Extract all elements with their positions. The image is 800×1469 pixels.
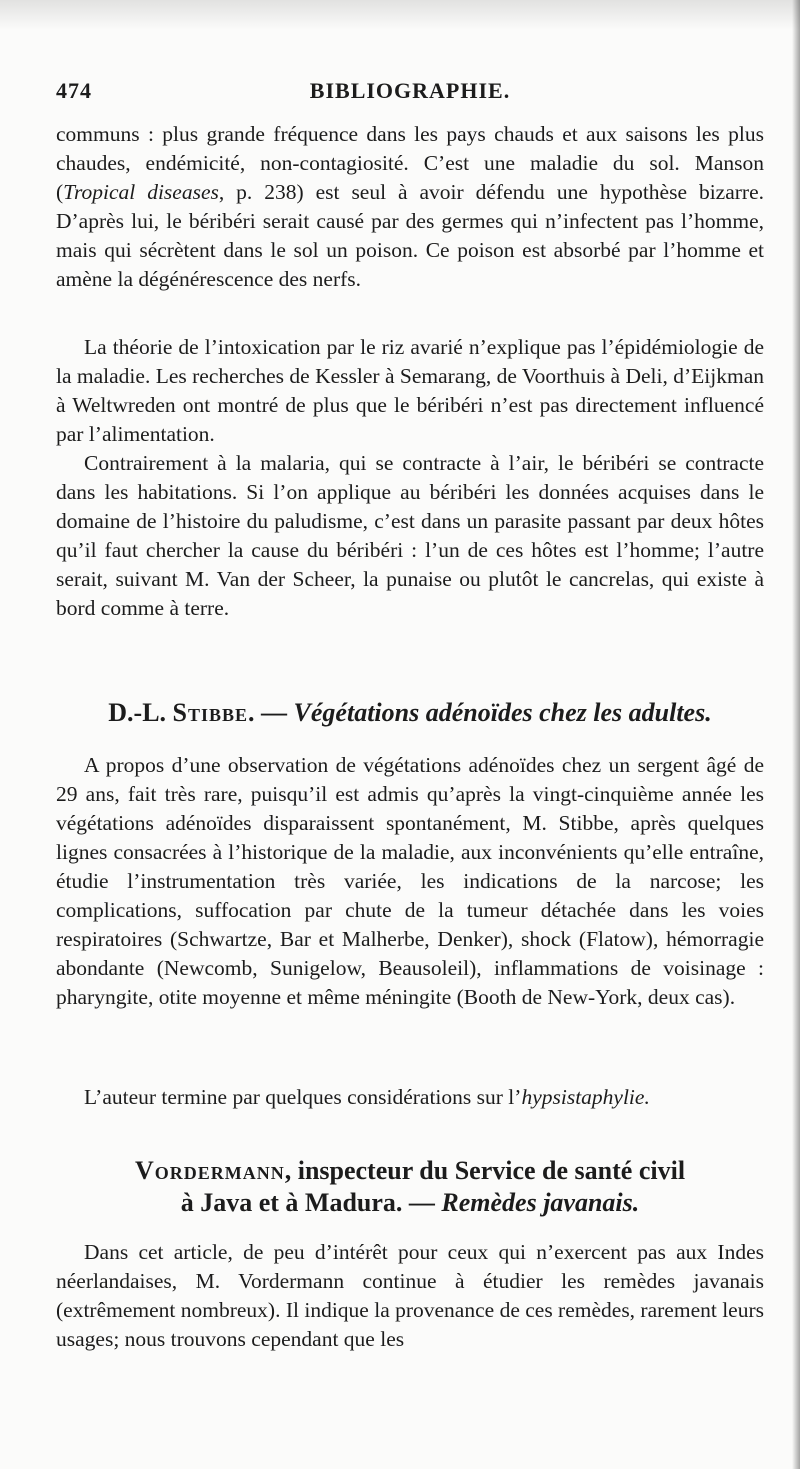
scan-top-shadow [0,0,800,30]
paragraph-malaria-comparison: Contrairement à la malaria, qui se contracte à l’air, le béribéri se contracte dans les habitations. Si l’on applique au béribéri les données acquises dans le domaine de l’histoire du paludisme, c’est dans un parasite passant par deux hôtes qu’il faut chercher la cause du béribéri : l’un de ces hôtes est l’homme; l’autre serait, suivant M. Van der Scheer, la punaise ou plutôt le cancrelas, qui existe à bord comme à terre. [56,451,764,620]
author-initials: D.-L. [108,698,167,727]
paragraph-text: , p. 238) est seul à avoir défendu une hypothèse bizarre. D’après lui, le béribéri serait causé par des germes qui n’infectent pas l’homme, mais qui sécrètent dans le sol un poison. Ce poison est absorbé par l’homme et amène la dégénérescence des nerfs. [56,180,764,291]
paragraph-text: L’auteur termine par quelques considérations sur l’ [84,1085,522,1109]
heading-text: à Java et à Madura. — [180,1188,442,1217]
citation-title: Tropical diseases [63,180,219,204]
paragraph-text: communs : plus grande fréquence dans les pays chauds et aux saisons les plus chaudes, endémicité, non-contagiosité. C’est une maladie du sol. Manson ( [56,122,764,204]
page-number: 474 [56,78,92,103]
italic-term: hypsistaphylie. [521,1085,650,1109]
paragraph-beriberi-causes [56,120,764,294]
author-name: Vordermann [134,1156,285,1185]
section-heading-stibbe [56,697,764,729]
heading-text: , inspecteur du Service de santé civil [284,1156,686,1185]
paragraph-adenoid-observation: A propos d’une observation de végétations adénoïdes chez un sergent âgé de 29 ans, fait très rare, puisqu’il est admis qu’après la vingt-cinquième année les végétations adénoïdes disparaissent spontanément, M. Stibbe, après quelques lignes consacrées à l’historique de la maladie, aux inconvénients qu’elle entraîne, étudie l’instrumentation très variée, les indications de la narcose; les complications, suffocation par chute de la tumeur détachée dans les voies respiratoires (Schwartze, Bar et Malherbe, Denker), shock (Flatow), hémorragie abondante (Newcomb, Sunigelow, Beausoleil), inflammations de voisinage : pharyngite, otite moyenne et même méningite (Booth de New-York, deux cas). [56,753,764,1009]
paragraph-author-conclusion [56,1083,764,1112]
paragraph-javanese-remedies: Dans cet article, de peu d’intérêt pour ceux qui n’exercent pas aux Indes néerlandaises, M. Vordermann continue à étudier les remèdes javanais (extrêmement nombreux). Il indique la provenance de ces remèdes, rarement leurs usages; nous trouvons cependant que les [56,1240,764,1351]
scan-right-edge [792,0,800,1469]
article-title: Végétations adénoïdes chez les adultes. [293,698,712,727]
article-title: Remèdes javanais. [441,1188,640,1217]
paragraph-intoxication-theory: La théorie de l’intoxication par le riz avarié n’explique pas l’épidémiologie de la maladie. Les recherches de Kessler à Semarang, de Voorthuis à Deli, d’Eijkman à Weltwreden ont montré de plus que le béribéri n’est pas directement influencé par l’alimentation. [56,335,764,446]
author-name: Stibbe [172,698,249,727]
heading-separator: . — [248,698,294,727]
page-header [56,74,764,114]
section-heading-vordermann [56,1155,764,1219]
running-title: BIBLIOGRAPHIE. [309,78,511,103]
